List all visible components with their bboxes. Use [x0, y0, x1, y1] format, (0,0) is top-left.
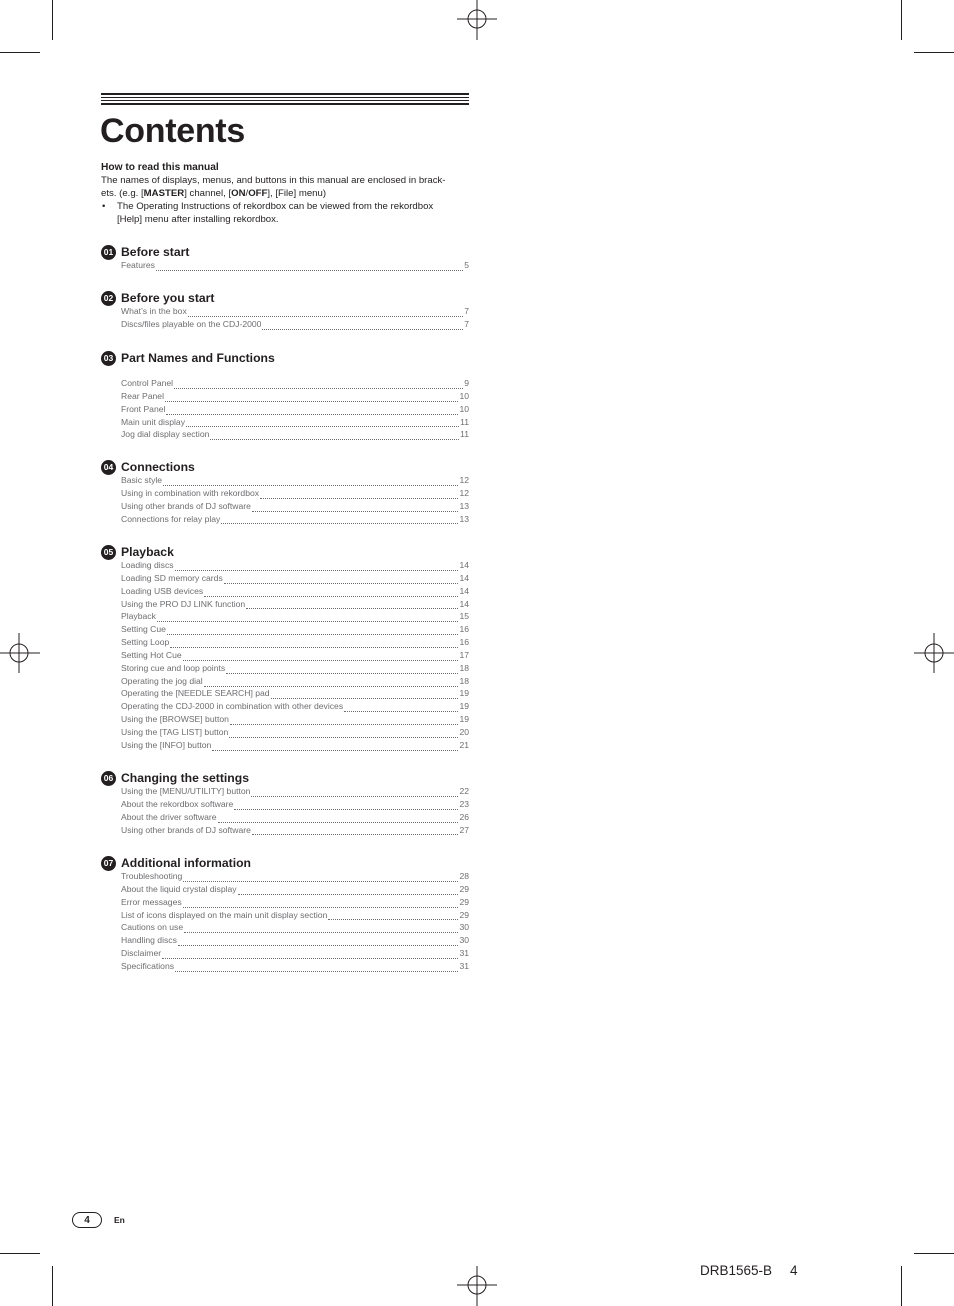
toc-entry-label: Cautions on use — [121, 922, 184, 933]
toc-entry-label: Error messages — [121, 896, 182, 907]
toc-entry-label: Using the [INFO] button — [121, 739, 212, 750]
dot-leader — [210, 431, 459, 440]
toc-entry-list — [121, 474, 469, 525]
toc-entry-page: 10 — [459, 390, 469, 401]
dot-leader — [238, 886, 459, 895]
document-id — [700, 1263, 798, 1278]
toc-entry-page: 14 — [459, 585, 469, 596]
toc-section-heading[interactable] — [101, 244, 469, 260]
toc-entry[interactable] — [121, 947, 469, 960]
toc-entry-page: 19 — [459, 701, 469, 712]
registration-mark-icon — [914, 633, 954, 673]
chapter-title: Connections — [121, 460, 195, 474]
dot-leader — [178, 937, 459, 946]
registration-mark-icon — [0, 633, 40, 673]
text-fragment: / — [245, 188, 249, 199]
toc-entry-page: 31 — [459, 960, 469, 971]
document-code: DRB1565-B — [700, 1263, 773, 1278]
toc-entry[interactable] — [121, 649, 469, 662]
crop-mark — [901, 1266, 902, 1306]
toc-entry-page: 30 — [459, 935, 469, 946]
page-footer — [72, 1212, 125, 1228]
how-to-heading: How to read this manual — [101, 162, 219, 173]
toc-section — [101, 244, 469, 272]
dot-leader — [174, 380, 463, 389]
dot-leader — [184, 924, 458, 933]
toc-entry-page: 31 — [459, 948, 469, 959]
toc-entry-page: 26 — [459, 811, 469, 822]
crop-mark — [52, 0, 53, 40]
title-rules — [101, 93, 469, 105]
dot-leader — [204, 588, 458, 597]
dot-leader — [165, 393, 458, 402]
dot-leader — [234, 801, 458, 810]
toc-entry-label: List of icons displayed on the main unit display section — [121, 909, 328, 920]
toc-entry-label: Loading SD memory cards — [121, 572, 223, 583]
toc-section — [101, 350, 469, 441]
toc-entry-label: Discs/files playable on the CDJ-2000 — [121, 318, 262, 329]
chapter-number-badge: 06 — [101, 771, 116, 786]
toc-entry-page: 18 — [459, 675, 469, 686]
chapter-title: Before start — [121, 245, 190, 259]
toc-entry-label: Disclaimer — [121, 948, 162, 959]
toc-entry-label: About the driver software — [121, 811, 217, 822]
toc-entry-label: Using the [TAG LIST] button — [121, 726, 229, 737]
dot-leader — [157, 613, 459, 622]
toc-entry[interactable] — [121, 572, 469, 585]
toc-entry[interactable] — [121, 824, 469, 837]
dot-leader — [186, 418, 459, 427]
toc-entry-label: Using other brands of DJ software — [121, 824, 251, 835]
toc-entry-label: What’s in the box — [121, 306, 187, 316]
dot-leader — [212, 742, 458, 751]
dot-leader — [188, 308, 463, 317]
toc-entry[interactable] — [121, 377, 469, 390]
toc-entry-label: Basic style — [121, 475, 163, 485]
toc-entry[interactable] — [121, 610, 469, 623]
toc-entry-label: Control Panel — [121, 378, 174, 388]
toc-entry-label: Main unit display — [121, 416, 186, 427]
chapter-title: Before you start — [121, 291, 215, 305]
toc-entry[interactable] — [121, 662, 469, 675]
toc-entry-label: Using other brands of DJ software — [121, 500, 251, 511]
dot-leader — [230, 716, 458, 725]
toc-entry[interactable] — [121, 798, 469, 811]
crop-mark — [52, 1266, 53, 1306]
chapter-number-badge: 04 — [101, 460, 116, 475]
toc-entry-page: 15 — [459, 611, 469, 622]
crop-mark — [914, 52, 954, 53]
master-label: MASTER — [143, 188, 185, 199]
toc-entry[interactable] — [121, 598, 469, 611]
dot-leader — [156, 262, 463, 271]
toc-entry-label: Using the [BROWSE] button — [121, 714, 229, 725]
toc-section-heading[interactable] — [101, 290, 469, 306]
toc-entry-label: Features — [121, 260, 155, 270]
toc-entry-page: 28 — [459, 871, 469, 881]
dot-leader — [252, 503, 459, 512]
toc-entry-label: Operating the [NEEDLE SEARCH] pad — [121, 688, 270, 699]
toc-entry-label: Connections for relay play — [121, 513, 221, 524]
registration-mark-icon — [457, 1266, 497, 1306]
dot-leader — [252, 826, 459, 835]
toc-entry-label: Front Panel — [121, 403, 166, 414]
toc-section — [101, 770, 469, 836]
dot-leader — [229, 729, 458, 738]
dot-leader — [166, 406, 458, 415]
toc-entry-label: Handling discs — [121, 935, 177, 946]
dot-leader — [262, 321, 463, 330]
toc-entry-page: 29 — [459, 883, 469, 894]
dot-leader — [162, 950, 458, 959]
toc-entry-page: 19 — [459, 714, 469, 725]
page-title: Contents — [100, 112, 245, 150]
toc-entry-page: 20 — [459, 726, 469, 737]
dot-leader — [170, 639, 458, 648]
toc-entry-page: 16 — [459, 637, 469, 648]
text-fragment: ets. (e.g. [ — [101, 188, 144, 199]
toc-section — [101, 544, 469, 752]
toc-entry-page: 27 — [459, 824, 469, 835]
text-fragment: ], [File] menu) — [267, 188, 327, 199]
toc-entry-page: 12 — [459, 475, 469, 485]
dot-leader — [224, 575, 459, 584]
toc-entry[interactable] — [121, 636, 469, 649]
crop-mark — [901, 0, 902, 40]
toc-entry-page: 16 — [459, 624, 469, 635]
toc-entry-label: Setting Cue — [121, 624, 166, 635]
dot-leader — [271, 690, 459, 699]
toc-entry-page: 10 — [459, 403, 469, 414]
toc-entry-page: 11 — [460, 429, 469, 440]
registration-mark-icon — [457, 0, 497, 40]
toc-entry[interactable] — [121, 687, 469, 700]
toc-entry-page: 23 — [459, 798, 469, 809]
chapter-title: Part Names and Functions — [121, 351, 275, 365]
how-to-text-line: The names of displays, menus, and buttons in this manual are enclosed in brack- — [101, 175, 446, 186]
toc-entry-page: 18 — [459, 662, 469, 673]
toc-entry[interactable] — [121, 921, 469, 934]
crop-mark — [914, 1253, 954, 1254]
toc-section-heading[interactable] — [101, 855, 469, 871]
dot-leader — [221, 515, 458, 524]
on-label: ON — [231, 188, 246, 199]
toc-entry[interactable] — [121, 305, 469, 318]
toc-entry-list — [121, 870, 469, 973]
toc-entry-label: About the rekordbox software — [121, 798, 234, 809]
toc-entry[interactable] — [121, 870, 469, 883]
toc-entry-page: 13 — [459, 500, 469, 511]
toc-entry[interactable] — [121, 960, 469, 973]
how-to-read-block — [101, 161, 469, 226]
toc-entry[interactable] — [121, 559, 469, 572]
toc-entry-page: 13 — [459, 513, 469, 524]
page-number: 4 — [72, 1212, 102, 1228]
dot-leader — [204, 678, 459, 687]
toc-entry-page: 9 — [464, 378, 469, 388]
toc-section-heading[interactable] — [101, 544, 469, 560]
toc-entry[interactable] — [121, 726, 469, 739]
toc-entry[interactable] — [121, 713, 469, 726]
toc-entry[interactable] — [121, 700, 469, 713]
dot-leader — [175, 963, 458, 972]
toc-entry-page: 21 — [459, 739, 469, 750]
chapter-number-badge: 05 — [101, 545, 116, 560]
toc-section-heading[interactable] — [101, 459, 469, 475]
chapter-number-badge: 03 — [101, 351, 116, 366]
toc-entry-page: 14 — [459, 598, 469, 609]
toc-entry-page: 14 — [459, 572, 469, 583]
toc-entry-list — [121, 559, 469, 752]
toc-entry-label: Jog dial display section — [121, 429, 210, 440]
toc-entry-label: About the liquid crystal display — [121, 883, 237, 894]
toc-entry-label: Playback — [121, 611, 156, 622]
toc-entry-page: 17 — [459, 649, 469, 660]
off-label: OFF — [248, 188, 268, 199]
bullet-text-line: The Operating Instructions of rekordbox can be viewed from the rekordbox — [117, 201, 434, 212]
dot-leader — [251, 788, 458, 797]
toc-entry-label: Rear Panel — [121, 390, 164, 401]
toc-entry[interactable] — [121, 474, 469, 487]
toc-entry[interactable] — [121, 403, 469, 416]
toc-entry-label: Loading discs — [121, 560, 174, 570]
toc-entry-page: 22 — [459, 786, 469, 796]
toc-entry[interactable] — [121, 487, 469, 500]
toc-entry[interactable] — [121, 585, 469, 598]
toc-entry[interactable] — [121, 739, 469, 752]
toc-entry-page: 5 — [464, 260, 469, 270]
toc-entry-page: 11 — [460, 416, 469, 427]
toc-entry[interactable] — [121, 883, 469, 896]
dot-leader — [163, 477, 458, 486]
toc-section — [101, 459, 469, 525]
toc-entry-page: 14 — [459, 560, 469, 570]
how-to-bullet — [101, 200, 469, 226]
chapter-number-badge: 01 — [101, 245, 116, 260]
toc-entry[interactable] — [121, 896, 469, 909]
chapter-title: Changing the settings — [121, 771, 249, 785]
toc-entry-label: Operating the jog dial — [121, 675, 203, 686]
chapter-title: Additional information — [121, 856, 251, 870]
toc-entry-list — [121, 305, 469, 331]
toc-entry[interactable] — [121, 785, 469, 798]
toc-entry[interactable] — [121, 909, 469, 922]
toc-entry-label: Troubleshooting — [121, 871, 183, 881]
toc-entry-label: Using the PRO DJ LINK function — [121, 598, 246, 609]
bullet-text-line: [Help] menu after installing rekordbox. — [117, 214, 279, 225]
dot-leader — [328, 911, 458, 920]
toc-entry[interactable] — [121, 811, 469, 824]
toc-entry-page: 7 — [464, 306, 469, 316]
toc-section-heading[interactable] — [101, 770, 469, 786]
dot-leader — [175, 562, 459, 571]
toc-section-heading[interactable] — [101, 350, 469, 366]
dot-leader — [260, 490, 458, 499]
chapter-number-badge: 02 — [101, 291, 116, 306]
toc-entry[interactable] — [121, 318, 469, 331]
toc-entry-label: Using in combination with rekordbox — [121, 487, 260, 498]
dot-leader — [344, 703, 458, 712]
dot-leader — [226, 665, 458, 674]
toc-entry[interactable] — [121, 934, 469, 947]
bullet-icon: • — [102, 201, 106, 212]
toc-entry-page: 29 — [459, 909, 469, 920]
chapter-title: Playback — [121, 545, 174, 559]
toc-entry-page: 12 — [459, 487, 469, 498]
toc-entry[interactable] — [121, 675, 469, 688]
toc-entry-page: 7 — [464, 318, 469, 329]
dot-leader — [246, 600, 458, 609]
dot-leader — [183, 873, 458, 882]
toc-entry[interactable] — [121, 390, 469, 403]
toc-entry[interactable] — [121, 259, 469, 272]
toc-entry[interactable] — [121, 500, 469, 513]
crop-mark — [0, 52, 40, 53]
dot-leader — [183, 652, 459, 661]
toc-entry-list — [121, 377, 469, 441]
toc-entry-label: Setting Hot Cue — [121, 649, 182, 660]
toc-entry-label: Setting Loop — [121, 637, 170, 648]
toc-entry-label: Storing cue and loop points — [121, 662, 226, 673]
chapter-number-badge: 07 — [101, 856, 116, 871]
toc-entry[interactable] — [121, 513, 469, 526]
dot-leader — [218, 814, 459, 823]
dot-leader — [167, 626, 459, 635]
text-fragment: ] channel, [ — [184, 188, 232, 199]
sheet-number: 4 — [790, 1263, 798, 1278]
toc-entry-label: Specifications — [121, 960, 175, 971]
toc-entry[interactable] — [121, 416, 469, 429]
toc-entry-list — [121, 785, 469, 836]
crop-mark — [0, 1253, 40, 1254]
dot-leader — [183, 899, 459, 908]
toc-entry[interactable] — [121, 623, 469, 636]
language-code: En — [114, 1215, 125, 1225]
toc-entry-page: 29 — [459, 896, 469, 907]
toc-entry[interactable] — [121, 428, 469, 441]
toc-section — [101, 855, 469, 973]
how-to-text-line — [101, 187, 469, 200]
toc-entry-page: 30 — [459, 922, 469, 933]
toc-entry-page: 19 — [459, 688, 469, 699]
toc-entry-label: Operating the CDJ-2000 in combination with other devices — [121, 701, 344, 712]
toc-section — [101, 290, 469, 331]
toc-entry-label: Using the [MENU/UTILITY] button — [121, 786, 251, 796]
toc-entry-list — [121, 259, 469, 272]
toc-entry-label: Loading USB devices — [121, 585, 204, 596]
